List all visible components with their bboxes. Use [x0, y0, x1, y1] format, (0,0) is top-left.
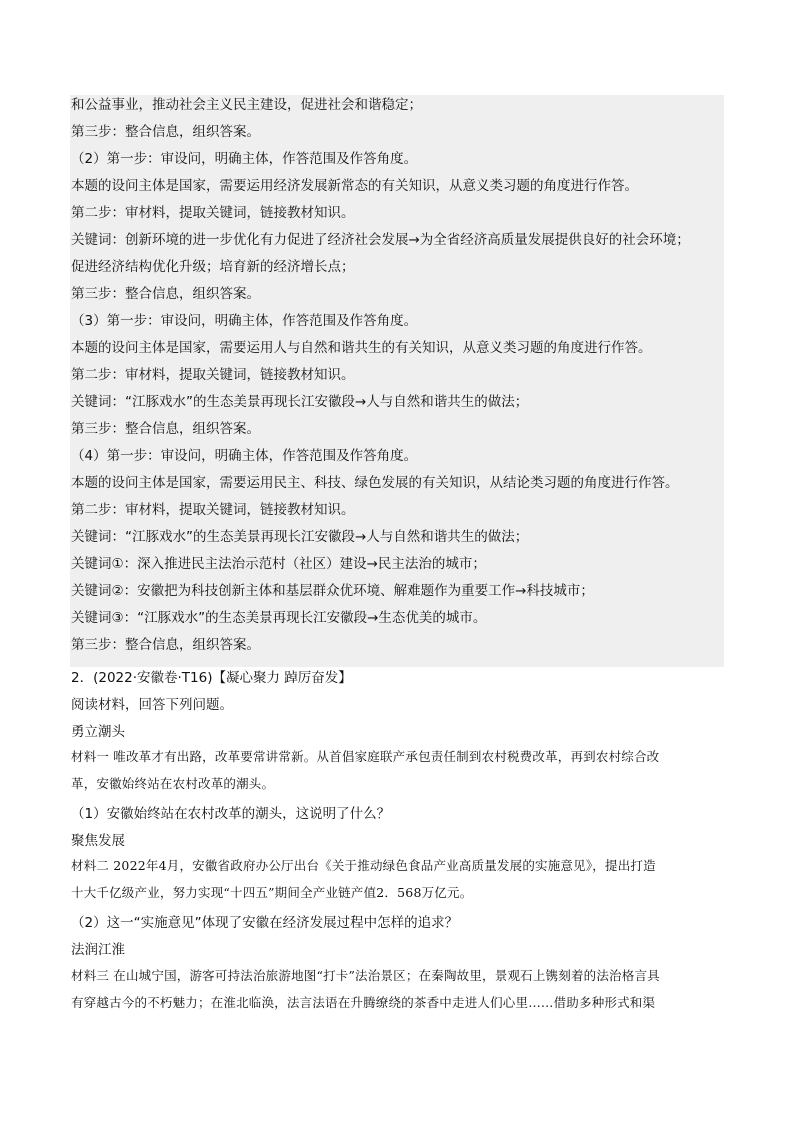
answer-line: 和公益事业，推动社会主义民主建设，促进社会和谐稳定；: [71, 97, 422, 113]
material-paragraph: [71, 852, 725, 906]
answer-line: 第三步：整合信息，组织答案。: [71, 124, 260, 140]
answer-line: 关键词：创新环境的进一步优化有力促进了经济社会发展→为全省经济高质量发展提供良好的社会环境；: [71, 232, 690, 248]
answer-line: 第三步：整合信息，组织答案。: [71, 286, 260, 302]
answer-line: （3）第一步：审设问，明确主体，作答范围及作答角度。: [71, 313, 418, 329]
section-title: 勇立潮头: [71, 724, 125, 740]
answer-line: 本题的设问主体是国家，需要运用民主、科技、绿色发展的有关知识，从结论类习题的角度进行作答。: [71, 475, 679, 491]
section-title: 聚焦发展: [71, 833, 125, 849]
material-paragraph: [71, 743, 725, 797]
answer-line: 本题的设问主体是国家，需要运用人与自然和谐共生的有关知识，从意义类习题的角度进行作答。: [71, 340, 652, 356]
answer-line: 第二步：审材料，提取关键词，链接教材知识。: [71, 502, 355, 518]
answer-line: （2）第一步：审设问，明确主体，作答范围及作答角度。: [71, 151, 418, 167]
sub-question: （2）这一“实施意见”体现了安徽在经济发展过程中怎样的追求？: [71, 915, 459, 931]
answer-line: 第三步：整合信息，组织答案。: [71, 637, 260, 653]
answer-line: 关键词③：“江豚戏水”的生态美景再现长江安徽段→生态优美的城市。: [71, 610, 487, 626]
material-paragraph: [71, 962, 725, 1016]
answer-line: 关键词：“江豚戏水”的生态美景再现长江安徽段→人与自然和谐共生的做法；: [71, 529, 529, 545]
answer-line: （4）第一步：审设问，明确主体，作答范围及作答角度。: [71, 448, 418, 464]
answer-line: 关键词②：安徽把为科技创新主体和基层群众优环境、解难题作为重要工作→科技城市；: [71, 583, 594, 599]
question-header: 2．(2022·安徽卷·T16)【凝心聚力 踔厉奋发】: [71, 670, 352, 686]
material-line: 有穿越古今的不朽魅力；在淮北临涣，法言法语在升腾缭绕的茶香中走进人们心里……借助多种形式和渠: [71, 995, 656, 1010]
material-line: 材料一 唯改革才有出路，改革要常讲常新。从首倡家庭联产承包责任制到农村税费改革，再到农村综合改: [71, 749, 660, 764]
section-title: 法润江淮: [71, 942, 125, 958]
answer-line: 关键词①：深入推进民主法治示范村（社区）建设→民主法治的城市；: [71, 556, 486, 572]
material-line: 材料二 2022年4月，安徽省政府办公厅出台《关于推动绿色食品产业高质量发展的实施意见》，提出打造: [71, 858, 656, 873]
answer-line: 第三步：整合信息，组织答案。: [71, 421, 260, 437]
material-line: 革，安徽始终站在农村改革的潮头。: [71, 776, 275, 791]
answer-line: 促进经济结构优化升级；培育新的经济增长点；: [71, 259, 355, 275]
answer-line: 本题的设问主体是国家，需要运用经济发展新常态的有关知识，从意义类习题的角度进行作答。: [71, 178, 638, 194]
answer-line: 第二步：审材料，提取关键词，链接教材知识。: [71, 205, 355, 221]
material-line: 十大千亿级产业，努力实现“十四五”期间全产业链产值2．568万亿元。: [71, 885, 473, 900]
sub-question: （1）安徽始终站在农村改革的潮头，这说明了什么？: [71, 806, 391, 822]
material-line: 材料三 在山城宁国，游客可持法治旅游地图“打卡”法治景区；在秦陶故里，景观石上镌刻着的法治格言具: [71, 968, 660, 983]
answer-line: 关键词：“江豚戏水”的生态美景再现长江安徽段→人与自然和谐共生的做法；: [71, 394, 529, 410]
answer-line: 第二步：审材料，提取关键词，链接教材知识。: [71, 367, 355, 383]
question-intro: 阅读材料，回答下列问题。: [71, 697, 233, 713]
